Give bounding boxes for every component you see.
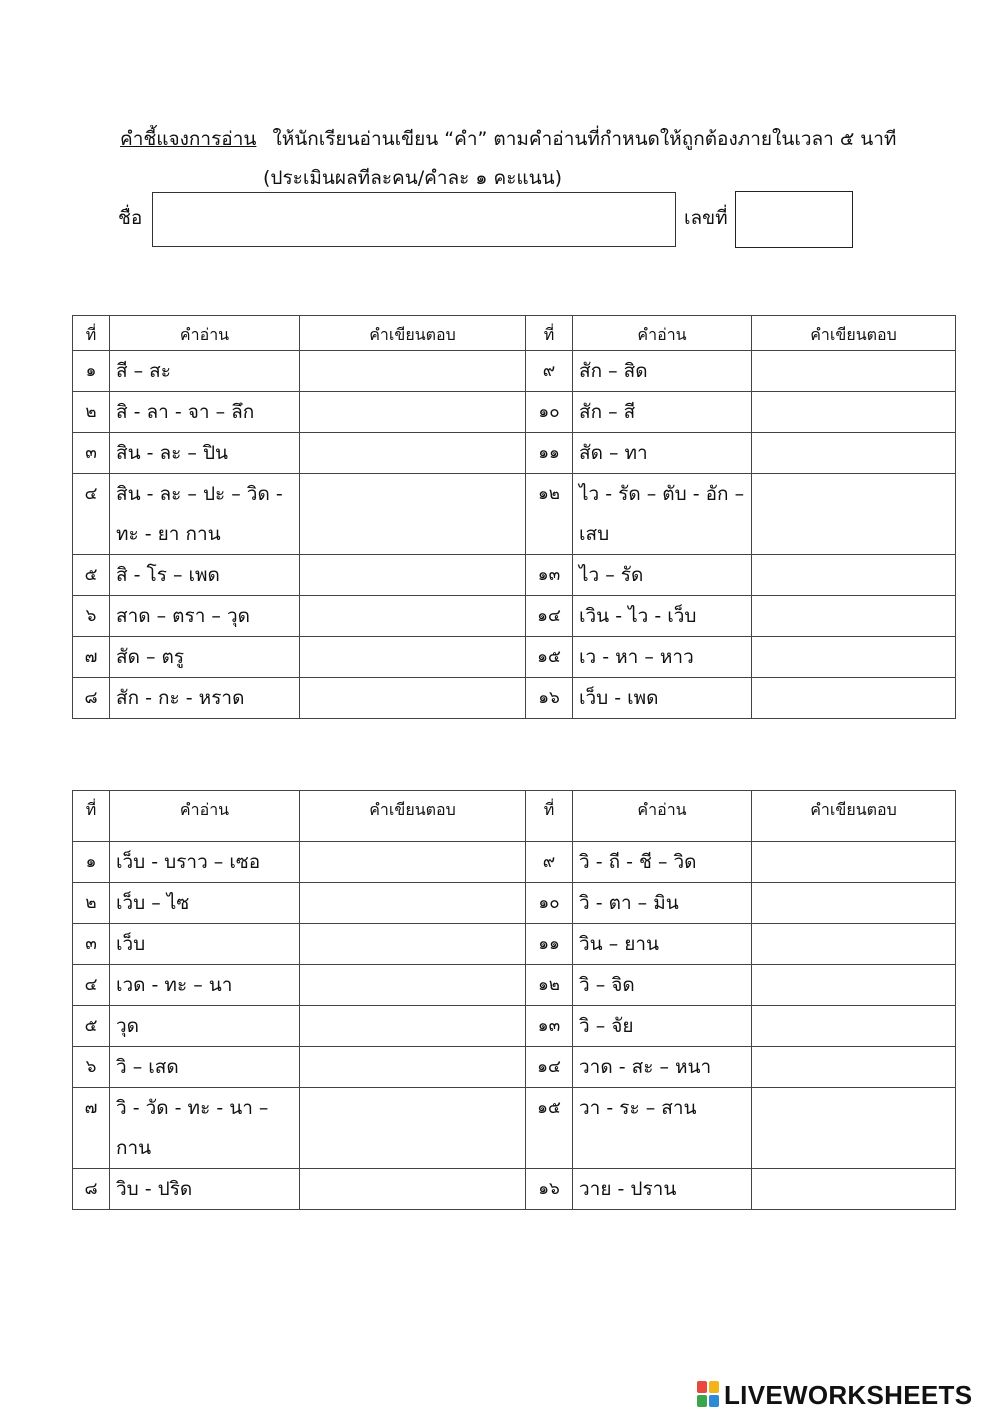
item-number: ๑๓ <box>526 555 573 596</box>
answer-field[interactable] <box>300 1006 526 1047</box>
answer-field[interactable] <box>300 678 526 719</box>
reading-word: วิน – ยาน <box>573 924 752 965</box>
answer-field[interactable] <box>752 1169 956 1210</box>
reading-word: วิบ - ปริด <box>110 1169 300 1210</box>
answer-field[interactable] <box>300 1047 526 1088</box>
item-number: ๗ <box>73 1088 110 1169</box>
reading-word: สิน - ละ – ปิน <box>110 433 300 474</box>
answer-field[interactable] <box>300 474 526 555</box>
table-row <box>73 596 956 637</box>
item-number: ๑๒ <box>526 965 573 1006</box>
student-number-field[interactable] <box>735 191 853 248</box>
reading-word: วาย - ปราน <box>573 1169 752 1210</box>
item-number: ๘ <box>73 678 110 719</box>
table-row <box>73 1006 956 1047</box>
item-number: ๑๖ <box>526 678 573 719</box>
instructions-heading: คำชี้แจงการอ่าน <box>120 128 257 150</box>
answer-field[interactable] <box>752 637 956 678</box>
instructions-line <box>120 124 900 154</box>
reading-word: วิ – เสด <box>110 1047 300 1088</box>
instructions-text: ให้นักเรียนอ่านเขียน “คำ” ตามคำอ่านที่กำหนดให้ถูกต้องภายในเวลา ๕ นาที <box>272 128 897 150</box>
item-number: ๑๔ <box>526 596 573 637</box>
table-row <box>73 555 956 596</box>
reading-word: วิ - ถี - ชี – วิด <box>573 842 752 883</box>
item-number: ๓ <box>73 433 110 474</box>
item-number: ๑๑ <box>526 433 573 474</box>
answer-field[interactable] <box>300 596 526 637</box>
reading-word: เวด - ทะ – นา <box>110 965 300 1006</box>
logo-mark-square <box>697 1381 707 1393</box>
answer-field[interactable] <box>752 433 956 474</box>
item-number: ๗ <box>73 637 110 678</box>
answer-field[interactable] <box>752 596 956 637</box>
answer-field[interactable] <box>752 883 956 924</box>
item-number: ๑ <box>73 842 110 883</box>
table-header-row <box>73 316 956 351</box>
answer-field[interactable] <box>300 924 526 965</box>
answer-field[interactable] <box>300 392 526 433</box>
reading-word: สาด – ตรา – วุด <box>110 596 300 637</box>
item-number: ๖ <box>73 1047 110 1088</box>
answer-field[interactable] <box>752 1047 956 1088</box>
answer-field[interactable] <box>300 965 526 1006</box>
reading-word: ไว - รัด – ตับ - อัก – เสบ <box>573 474 752 555</box>
logo-mark-square <box>709 1395 719 1407</box>
scoring-note: (ประเมินผลทีละคน/คำละ ๑ คะแนน) <box>263 167 563 189</box>
col-header-answer: คำเขียนตอบ <box>752 316 956 351</box>
reading-word: สัก – สิด <box>573 351 752 392</box>
item-number: ๓ <box>73 924 110 965</box>
table-row <box>73 1047 956 1088</box>
table-row <box>73 392 956 433</box>
col-header-reading: คำอ่าน <box>110 316 300 351</box>
answer-field[interactable] <box>752 1006 956 1047</box>
col-header-answer: คำเขียนตอบ <box>300 316 526 351</box>
table-row <box>73 842 956 883</box>
reading-word: สัด – ทา <box>573 433 752 474</box>
item-number: ๑๐ <box>526 883 573 924</box>
table-row <box>73 883 956 924</box>
item-number: ๑ <box>73 351 110 392</box>
answer-field[interactable] <box>752 842 956 883</box>
answer-field[interactable] <box>300 637 526 678</box>
table-row <box>73 637 956 678</box>
item-number: ๑๔ <box>526 1047 573 1088</box>
logo-mark-square <box>697 1395 707 1407</box>
answer-field[interactable] <box>300 555 526 596</box>
col-header-reading: คำอ่าน <box>573 316 752 351</box>
item-number: ๔ <box>73 965 110 1006</box>
reading-table-2 <box>72 790 956 1210</box>
reading-word: สิน - ละ – ปะ – วิด - ทะ - ยา กาน <box>110 474 300 555</box>
answer-field[interactable] <box>300 1169 526 1210</box>
reading-word: วิ – จัย <box>573 1006 752 1047</box>
reading-word: สัก – สี <box>573 392 752 433</box>
answer-field[interactable] <box>752 1088 956 1169</box>
reading-word: เว็บ <box>110 924 300 965</box>
answer-field[interactable] <box>752 474 956 555</box>
reading-word: วา - ระ – สาน <box>573 1088 752 1169</box>
student-number-label: เลขที่ <box>684 207 728 229</box>
item-number: ๑๒ <box>526 474 573 555</box>
item-number: ๖ <box>73 596 110 637</box>
item-number: ๑๖ <box>526 1169 573 1210</box>
reading-word: ไว – รัด <box>573 555 752 596</box>
answer-field[interactable] <box>300 842 526 883</box>
answer-field[interactable] <box>752 678 956 719</box>
reading-word: วิ - ตา – มิน <box>573 883 752 924</box>
reading-word: เว็บ - เพด <box>573 678 752 719</box>
col-header-reading: คำอ่าน <box>110 791 300 842</box>
reading-word: เว็บ – ไซ <box>110 883 300 924</box>
item-number: ๕ <box>73 1006 110 1047</box>
table-row <box>73 1169 956 1210</box>
reading-word: วุด <box>110 1006 300 1047</box>
answer-field[interactable] <box>752 351 956 392</box>
answer-field[interactable] <box>752 924 956 965</box>
col-header-no: ที่ <box>73 316 110 351</box>
item-number: ๑๑ <box>526 924 573 965</box>
table-row <box>73 965 956 1006</box>
col-header-answer: คำเขียนตอบ <box>752 791 956 842</box>
table-row <box>73 474 956 555</box>
logo-text: LIVEWORKSHEETS <box>724 1379 973 1410</box>
item-number: ๔ <box>73 474 110 555</box>
reading-word: วาด - สะ – หนา <box>573 1047 752 1088</box>
answer-field[interactable] <box>752 392 956 433</box>
reading-word: เว - หา – หาว <box>573 637 752 678</box>
reading-word: เว็บ - บราว – เซอ <box>110 842 300 883</box>
item-number: ๒ <box>73 883 110 924</box>
answer-field[interactable] <box>300 1088 526 1169</box>
logo-mark-icon <box>697 1381 721 1409</box>
col-header-no: ที่ <box>73 791 110 842</box>
item-number: ๑๕ <box>526 637 573 678</box>
name-field[interactable] <box>152 192 676 247</box>
reading-word: สัด – ตรู <box>110 637 300 678</box>
liveworksheets-logo <box>697 1378 972 1412</box>
item-number: ๙ <box>526 842 573 883</box>
answer-field[interactable] <box>752 965 956 1006</box>
item-number: ๑๓ <box>526 1006 573 1047</box>
reading-table-1 <box>72 315 956 719</box>
col-header-no: ที่ <box>526 316 573 351</box>
answer-field[interactable] <box>300 433 526 474</box>
item-number: ๒ <box>73 392 110 433</box>
name-label: ชื่อ <box>118 207 143 229</box>
table-row <box>73 924 956 965</box>
col-header-reading: คำอ่าน <box>573 791 752 842</box>
logo-mark-square <box>709 1381 719 1393</box>
answer-field[interactable] <box>300 883 526 924</box>
table-row <box>73 1088 956 1169</box>
reading-word: สี – สะ <box>110 351 300 392</box>
table-row <box>73 678 956 719</box>
item-number: ๘ <box>73 1169 110 1210</box>
reading-word: วิ - วัด - ทะ - นา – กาน <box>110 1088 300 1169</box>
reading-word: สิ - ลา - จา – ลึก <box>110 392 300 433</box>
reading-word: สิ - โร – เพด <box>110 555 300 596</box>
item-number: ๑๐ <box>526 392 573 433</box>
table-row <box>73 433 956 474</box>
table-header-row <box>73 791 956 842</box>
col-header-answer: คำเขียนตอบ <box>300 791 526 842</box>
answer-field[interactable] <box>300 351 526 392</box>
col-header-no: ที่ <box>526 791 573 842</box>
reading-word: วิ – จิด <box>573 965 752 1006</box>
item-number: ๑๕ <box>526 1088 573 1169</box>
reading-word: สัก - กะ - หราด <box>110 678 300 719</box>
answer-field[interactable] <box>752 555 956 596</box>
table-row <box>73 351 956 392</box>
item-number: ๙ <box>526 351 573 392</box>
reading-word: เวิน - ไว - เว็บ <box>573 596 752 637</box>
item-number: ๕ <box>73 555 110 596</box>
